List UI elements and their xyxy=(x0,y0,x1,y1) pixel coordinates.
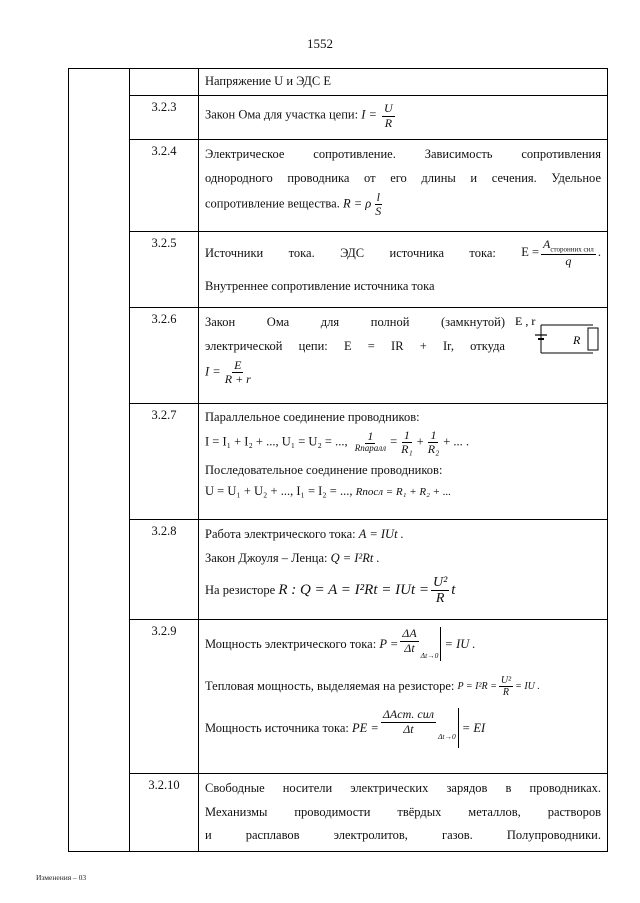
fraction: $\frac{1}{\text{R₁}}$ xyxy=(401,427,413,456)
table-row xyxy=(69,140,608,232)
table-row xyxy=(69,404,608,520)
row-number: 3.2.7 xyxy=(130,404,199,520)
row-text: Свободные носители электрических зарядов в проводниках. Механизмы проводимости твёрдых металлов, растворов и расплавов электролитов, газов. Полупроводники. xyxy=(199,774,608,851)
table-row xyxy=(69,620,608,774)
fraction: $\frac{\text{U²}}{R}$ xyxy=(432,574,448,607)
circuit-diagram xyxy=(515,311,601,359)
row-text: Работа электрического тока: A = IUt . Закон Джоуля – Ленца: Q = I²Rt . На резисторе R : Q = A = I²Rt = IUt = $\frac{\text{U²}}{R}$ t xyxy=(199,520,608,620)
fraction: $\frac{\text{ΔAст. сил}}{\Delta t}$ xyxy=(382,707,434,736)
row-text: Электрическое сопротивление. Зависимость сопротивления однородного проводника от его длины и сечения. Удельное сопротивление вещества. R = ρ $\frac{l}{S}$ xyxy=(199,140,608,232)
evaluation-bar: $\frac{\text{ΔAст. сил}}{\Delta t}$ $_{\Delta t\to 0}$ xyxy=(379,708,459,748)
row-text: Закон Ома для участка цепи: I = $\frac{U}{R}$ xyxy=(199,96,608,140)
table-row xyxy=(69,308,608,404)
row-number: 3.2.10 xyxy=(130,774,199,851)
table-row xyxy=(69,520,608,620)
row-text: Напряжение U и ЭДС Е xyxy=(199,69,608,96)
row-text: Закон Ома для полной (замкнутой) электрической цепи: Е = IR + Ir, откуда I = $\frac{Е}{R + r}$ Е , r R xyxy=(199,308,608,404)
footer-revision: Изменения – 03 xyxy=(36,873,87,882)
table-row xyxy=(69,96,608,140)
fraction: $\frac{A_{сторонних сил}}{q}$ xyxy=(543,237,594,269)
row-text: Параллельное соединение проводников: I = I₁ + I₂ + ..., U₁ = U₂ = ..., $\frac{1}{\text{Rпаралл}}$ = $\frac{1}{\text{R₁}}$ + $\frac{1}{\text{R₂}}$ + ... . Последовательное соединение проводников: U = U₁ + U₂ + ..., I₁ = I₂ = ..., Rпосл = R₁ + R₂ + ... xyxy=(199,404,608,520)
table-row xyxy=(69,69,608,96)
row-number: 3.2.3 xyxy=(130,96,199,140)
row-text: Мощность электрического тока: P = $\frac{\Delta A}{\Delta t}$ $_{\Delta t\to 0}$ = IU . Тепловая мощность, выделяемая на резисторе: P = I²R = $\frac{\text{U²}}{R}$ = IU . Мощность источника тока: PЕ = $\frac{\text{ΔAст. сил}}{\Delta t}$ $_{\Delta t\to 0}$ = ЕI xyxy=(199,620,608,774)
fraction: $\frac{\text{U²}}{R}$ xyxy=(500,675,512,699)
row-number: 3.2.5 xyxy=(130,232,199,308)
row-text: Источники тока. ЭДС источника тока: Е = $\frac{A_{сторонних сил}}{q}$ . Внутреннее сопротивление источника тока xyxy=(199,232,608,308)
table-row xyxy=(69,774,608,851)
table-row xyxy=(69,232,608,308)
row-number: 3.2.6 xyxy=(130,308,199,404)
content-table xyxy=(68,68,608,852)
fraction: $\frac{\Delta A}{\Delta t}$ xyxy=(402,626,417,655)
row-number xyxy=(130,69,199,96)
row-number: 3.2.9 xyxy=(130,620,199,774)
circuit-source-label: Е , r xyxy=(515,314,536,329)
evaluation-bar: $\frac{\Delta A}{\Delta t}$ $_{\Delta t\to 0}$ xyxy=(398,627,441,661)
fraction: $\frac{1}{\text{Rпаралл}}$ xyxy=(354,429,387,454)
page-number: 1552 xyxy=(307,36,333,51)
row-number: 3.2.8 xyxy=(130,520,199,620)
row-number: 3.2.4 xyxy=(130,140,199,232)
fraction: $\frac{l}{S}$ xyxy=(375,189,382,219)
fraction: $\frac{Е}{R + r}$ xyxy=(224,357,251,387)
left-blank-column xyxy=(69,69,130,852)
formula: I = xyxy=(361,107,377,122)
circuit-resistor-label: R xyxy=(573,333,581,348)
fraction: $\frac{1}{\text{R₂}}$ xyxy=(427,427,440,456)
fraction: $\frac{U}{R}$ xyxy=(384,101,393,130)
